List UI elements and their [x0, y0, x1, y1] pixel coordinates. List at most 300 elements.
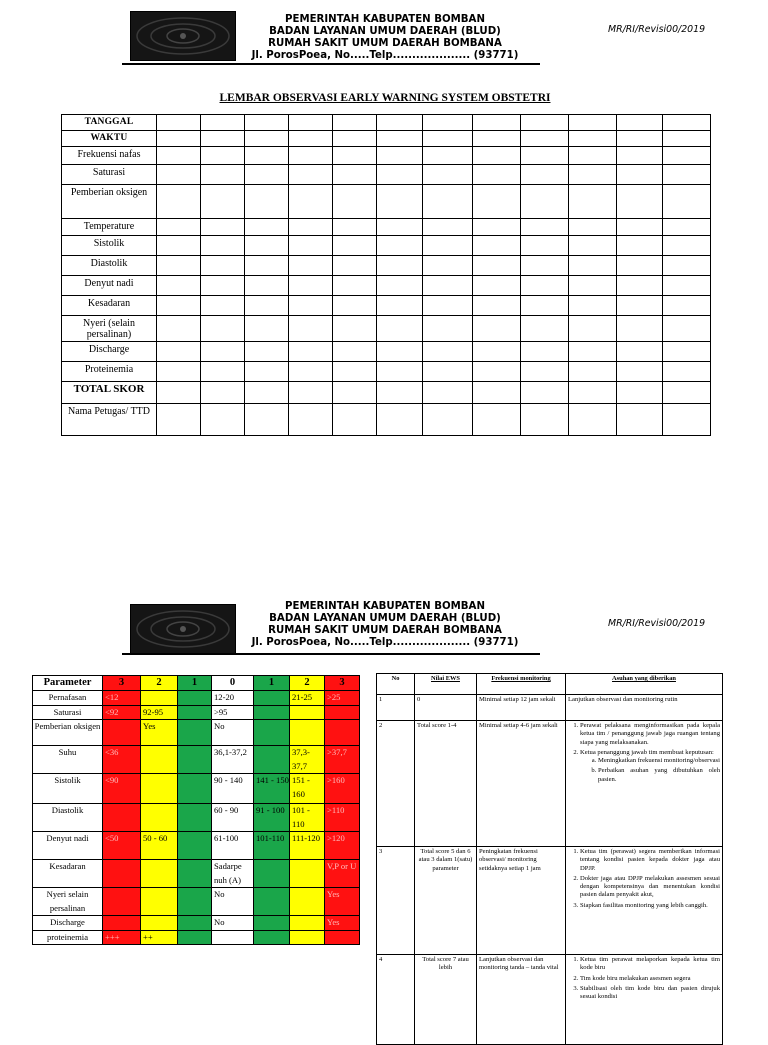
parameter-score-cell: 50 - 60 — [141, 832, 178, 860]
observation-entry-cell[interactable] — [377, 165, 423, 185]
monitoring-header: Frekuensi monitoring — [477, 674, 566, 695]
observation-entry-cell[interactable] — [245, 236, 289, 256]
observation-entry-cell[interactable] — [473, 131, 521, 147]
parameter-score-cell: <92 — [103, 705, 141, 720]
observation-row-label: Denyut nadi — [62, 276, 157, 296]
observation-entry-cell[interactable] — [201, 276, 245, 296]
observation-entry-cell[interactable] — [423, 115, 473, 131]
observation-row — [62, 165, 711, 185]
observation-entry-cell[interactable] — [289, 219, 333, 236]
observation-entry-cell[interactable] — [201, 404, 245, 436]
observation-entry-cell[interactable] — [521, 382, 569, 404]
observation-entry-cell[interactable] — [521, 131, 569, 147]
observation-entry-cell[interactable] — [289, 276, 333, 296]
observation-entry-cell[interactable] — [569, 362, 617, 382]
header-line4: Jl. PorosPoea, No.....Telp.................... (93771) — [251, 637, 519, 648]
observation-entry-cell[interactable] — [377, 404, 423, 436]
observation-row-label: Frekuensi nafas — [62, 147, 157, 165]
observation-entry-cell[interactable] — [333, 316, 377, 342]
observation-entry-cell[interactable] — [377, 131, 423, 147]
observation-entry-cell[interactable] — [157, 404, 201, 436]
observation-entry-cell[interactable] — [569, 404, 617, 436]
parameter-score-cell — [141, 804, 178, 832]
parameter-row — [33, 930, 360, 945]
observation-entry-cell[interactable] — [617, 342, 663, 362]
observation-entry-cell[interactable] — [617, 185, 663, 219]
observation-entry-cell[interactable] — [245, 219, 289, 236]
observation-entry-cell[interactable] — [333, 404, 377, 436]
observation-entry-cell[interactable] — [333, 219, 377, 236]
observation-entry-cell[interactable] — [521, 342, 569, 362]
hospital-logo — [130, 11, 236, 61]
observation-entry-cell[interactable] — [473, 404, 521, 436]
observation-entry-cell[interactable] — [201, 115, 245, 131]
parameter-score-cell — [325, 705, 360, 720]
header-rule — [122, 63, 540, 65]
observation-entry-cell[interactable] — [617, 165, 663, 185]
parameter-score-cell: 111-120 — [290, 832, 325, 860]
monitoring-row — [377, 955, 723, 1045]
observation-entry-cell[interactable] — [617, 256, 663, 276]
observation-entry-cell[interactable] — [569, 342, 617, 362]
parameter-score-cell: 37,3-37,7 — [290, 746, 325, 774]
parameter-header-row — [33, 676, 360, 691]
observation-entry-cell[interactable] — [201, 236, 245, 256]
observation-entry-cell[interactable] — [289, 185, 333, 219]
observation-entry-cell[interactable] — [377, 316, 423, 342]
observation-entry-cell[interactable] — [521, 165, 569, 185]
observation-entry-cell[interactable] — [663, 185, 711, 219]
observation-entry-cell[interactable] — [663, 382, 711, 404]
parameter-row — [33, 860, 360, 888]
parameter-score-cell: No — [212, 888, 254, 916]
observation-entry-cell[interactable] — [157, 296, 201, 316]
observation-entry-cell[interactable] — [617, 296, 663, 316]
observation-row — [62, 342, 711, 362]
parameter-score-cell — [212, 930, 254, 945]
observation-entry-cell[interactable] — [423, 362, 473, 382]
observation-entry-cell[interactable] — [569, 165, 617, 185]
parameter-row — [33, 746, 360, 774]
observation-entry-cell[interactable] — [333, 296, 377, 316]
observation-entry-cell[interactable] — [201, 219, 245, 236]
observation-entry-cell[interactable] — [377, 382, 423, 404]
observation-entry-cell[interactable] — [245, 316, 289, 342]
observation-entry-cell[interactable] — [201, 256, 245, 276]
observation-entry-cell[interactable] — [201, 131, 245, 147]
parameter-label: Denyut nadi — [33, 832, 103, 860]
parameter-score-cell — [254, 930, 290, 945]
observation-entry-cell[interactable] — [289, 342, 333, 362]
observation-entry-cell[interactable] — [157, 316, 201, 342]
observation-entry-cell[interactable] — [201, 342, 245, 362]
care-step — [580, 956, 720, 973]
observation-entry-cell[interactable] — [333, 382, 377, 404]
observation-row-label: TANGGAL — [62, 115, 157, 131]
observation-entry-cell[interactable] — [521, 404, 569, 436]
observation-entry-cell[interactable] — [423, 382, 473, 404]
observation-entry-cell[interactable] — [617, 147, 663, 165]
parameter-score-cell — [178, 930, 212, 945]
observation-entry-cell[interactable] — [423, 342, 473, 362]
observation-entry-cell[interactable] — [423, 256, 473, 276]
observation-entry-cell[interactable] — [377, 342, 423, 362]
parameter-score-cell — [178, 691, 212, 706]
observation-entry-cell[interactable] — [473, 382, 521, 404]
observation-entry-cell[interactable] — [569, 316, 617, 342]
monitoring-ews-cell: Total score 5 dan 6 atau 3 dalam 1(satu) parameter — [415, 847, 477, 955]
observation-entry-cell[interactable] — [569, 382, 617, 404]
observation-row-label: Proteinemia — [62, 362, 157, 382]
parameter-label: proteinemia — [33, 930, 103, 945]
observation-entry-cell[interactable] — [617, 219, 663, 236]
observation-entry-cell[interactable] — [333, 165, 377, 185]
observation-entry-cell[interactable] — [333, 147, 377, 165]
observation-entry-cell[interactable] — [245, 296, 289, 316]
parameter-score-cell: >120 — [325, 832, 360, 860]
observation-entry-cell[interactable] — [617, 276, 663, 296]
observation-entry-cell[interactable] — [423, 404, 473, 436]
observation-entry-cell[interactable] — [201, 382, 245, 404]
observation-entry-cell[interactable] — [663, 115, 711, 131]
observation-entry-cell[interactable] — [423, 185, 473, 219]
observation-entry-cell[interactable] — [157, 147, 201, 165]
monitoring-care-cell: Lanjutkan observasi dan monitoring rutin — [566, 695, 723, 721]
observation-entry-cell[interactable] — [245, 165, 289, 185]
header-line1: PEMERINTAH KABUPATEN BOMBAN — [285, 601, 485, 612]
observation-entry-cell[interactable] — [473, 276, 521, 296]
care-step-text: Tim kode biru melakukan asesmen segera — [580, 974, 691, 982]
score-header: 2 — [141, 676, 178, 691]
parameter-score-cell — [254, 916, 290, 931]
observation-entry-cell[interactable] — [289, 147, 333, 165]
observation-row-label: Kesadaran — [62, 296, 157, 316]
observation-table — [61, 114, 711, 436]
parameter-score-cell: 90 - 140 — [212, 774, 254, 804]
observation-entry-cell[interactable] — [245, 147, 289, 165]
observation-row — [62, 296, 711, 316]
parameter-score-cell: 36,1-37,2 — [212, 746, 254, 774]
parameter-score-cell — [178, 860, 212, 888]
observation-entry-cell[interactable] — [569, 115, 617, 131]
observation-entry-cell[interactable] — [473, 185, 521, 219]
header-block — [250, 14, 520, 62]
observation-entry-cell[interactable] — [201, 147, 245, 165]
observation-entry-cell[interactable] — [289, 382, 333, 404]
observation-entry-cell[interactable] — [201, 296, 245, 316]
observation-entry-cell[interactable] — [289, 131, 333, 147]
score-header: 3 — [325, 676, 360, 691]
monitoring-freq-cell: Peningkatan frekuensi observasi/ monitoring setidaknya setiap 1 jam — [477, 847, 566, 955]
observation-entry-cell[interactable] — [333, 115, 377, 131]
observation-entry-cell[interactable] — [157, 276, 201, 296]
observation-entry-cell[interactable] — [663, 296, 711, 316]
care-step-text: Perawat pelaksana menginformasikan pada kepala ketua tim / penanggung jawab jaga ruangan tentang siapa yang melaksanakan. — [580, 722, 720, 746]
observation-entry-cell[interactable] — [473, 147, 521, 165]
observation-entry-cell[interactable] — [245, 362, 289, 382]
monitoring-header: Nilai EWS — [415, 674, 477, 695]
observation-entry-cell[interactable] — [617, 316, 663, 342]
observation-entry-cell[interactable] — [289, 296, 333, 316]
observation-entry-cell[interactable] — [473, 165, 521, 185]
observation-entry-cell[interactable] — [423, 316, 473, 342]
observation-row — [62, 219, 711, 236]
observation-entry-cell[interactable] — [201, 362, 245, 382]
observation-row-label: Nama Petugas/ TTD — [62, 404, 157, 436]
parameter-label: Pemberian oksigen — [33, 720, 103, 746]
observation-entry-cell[interactable] — [157, 342, 201, 362]
care-step — [580, 848, 720, 873]
parameter-score-cell — [254, 691, 290, 706]
observation-entry-cell[interactable] — [333, 131, 377, 147]
observation-entry-cell[interactable] — [423, 219, 473, 236]
parameter-score-cell: 151 - 160 — [290, 774, 325, 804]
monitoring-ews-cell: Total score 7 atau lebih — [415, 955, 477, 1045]
observation-entry-cell[interactable] — [521, 185, 569, 219]
observation-entry-cell[interactable] — [473, 236, 521, 256]
observation-entry-cell[interactable] — [617, 131, 663, 147]
observation-entry-cell[interactable] — [245, 404, 289, 436]
header-line2: BADAN LAYANAN UMUM DAERAH (BLUD) — [269, 613, 501, 624]
parameter-score-cell: 91 - 100 — [254, 804, 290, 832]
observation-entry-cell[interactable] — [569, 131, 617, 147]
parameter-score-cell — [141, 774, 178, 804]
parameter-score-cell: 141 - 150 — [254, 774, 290, 804]
observation-entry-cell[interactable] — [289, 165, 333, 185]
observation-entry-cell[interactable] — [245, 131, 289, 147]
observation-entry-cell[interactable] — [663, 316, 711, 342]
parameter-score-cell: ++ — [141, 930, 178, 945]
observation-entry-cell[interactable] — [157, 219, 201, 236]
parameter-score-cell: 61-100 — [212, 832, 254, 860]
observation-entry-cell[interactable] — [333, 342, 377, 362]
parameter-score-cell — [178, 804, 212, 832]
observation-row-label: Diastolik — [62, 256, 157, 276]
parameter-score-cell: No — [212, 720, 254, 746]
observation-entry-cell[interactable] — [617, 382, 663, 404]
parameter-score-cell — [103, 888, 141, 916]
observation-entry-cell[interactable] — [289, 236, 333, 256]
parameter-score-cell: 60 - 90 — [212, 804, 254, 832]
observation-entry-cell[interactable] — [289, 316, 333, 342]
care-substep: b. Perbaikan asuhan yang dibutuhkan oleh pasien. — [598, 767, 720, 784]
observation-entry-cell[interactable] — [157, 165, 201, 185]
observation-entry-cell[interactable] — [423, 165, 473, 185]
observation-entry-cell[interactable] — [521, 256, 569, 276]
observation-entry-cell[interactable] — [473, 316, 521, 342]
observation-entry-cell[interactable] — [377, 115, 423, 131]
observation-entry-cell[interactable] — [521, 316, 569, 342]
observation-entry-cell[interactable] — [521, 276, 569, 296]
observation-entry-cell[interactable] — [245, 342, 289, 362]
form-title: LEMBAR OBSERVASI EARLY WARNING SYSTEM OBSTETRI — [219, 92, 551, 104]
observation-entry-cell[interactable] — [663, 165, 711, 185]
parameter-score-cell: <36 — [103, 746, 141, 774]
observation-entry-cell[interactable] — [377, 219, 423, 236]
care-step-text: Stabilisasi oleh tim kode biru dan pasien dirujuk sesuai kondisi — [580, 984, 720, 1001]
observation-entry-cell[interactable] — [569, 236, 617, 256]
observation-entry-cell[interactable] — [289, 362, 333, 382]
care-step — [580, 902, 720, 910]
observation-entry-cell[interactable] — [423, 131, 473, 147]
observation-entry-cell[interactable] — [473, 115, 521, 131]
observation-entry-cell[interactable] — [663, 342, 711, 362]
parameter-score-cell: <12 — [103, 691, 141, 706]
observation-row — [62, 185, 711, 219]
parameter-row — [33, 916, 360, 931]
parameter-score-cell: No — [212, 916, 254, 931]
observation-entry-cell[interactable] — [521, 219, 569, 236]
observation-entry-cell[interactable] — [473, 362, 521, 382]
observation-entry-cell[interactable] — [377, 185, 423, 219]
observation-entry-cell[interactable] — [201, 185, 245, 219]
parameter-score-cell — [103, 860, 141, 888]
observation-entry-cell[interactable] — [663, 404, 711, 436]
observation-entry-cell[interactable] — [157, 185, 201, 219]
observation-entry-cell[interactable] — [521, 236, 569, 256]
observation-row — [62, 131, 711, 147]
observation-entry-cell[interactable] — [201, 165, 245, 185]
care-step — [580, 722, 720, 747]
parameter-score-cell — [178, 774, 212, 804]
monitoring-header: Asuhan yang diberikan — [566, 674, 723, 695]
ews-monitoring-table — [376, 673, 723, 1045]
observation-entry-cell[interactable] — [521, 115, 569, 131]
observation-entry-cell[interactable] — [569, 256, 617, 276]
observation-entry-cell[interactable] — [157, 236, 201, 256]
parameter-label: Sistolik — [33, 774, 103, 804]
monitoring-no-cell: 1 — [377, 695, 415, 721]
observation-entry-cell[interactable] — [663, 219, 711, 236]
observation-entry-cell[interactable] — [245, 276, 289, 296]
observation-entry-cell[interactable] — [377, 296, 423, 316]
doc-reference-2: MR/RI/Revisi00/2019 — [608, 618, 706, 629]
observation-entry-cell[interactable] — [473, 219, 521, 236]
care-step-text: Ketua tim perawat melaporkan kepada ketua tim kode biru — [580, 956, 720, 972]
observation-row — [62, 115, 711, 131]
observation-entry-cell[interactable] — [333, 185, 377, 219]
observation-entry-cell[interactable] — [157, 131, 201, 147]
parameter-score-cell — [141, 746, 178, 774]
observation-entry-cell[interactable] — [473, 256, 521, 276]
observation-row — [62, 404, 711, 436]
parameter-label: Pernafasan — [33, 691, 103, 706]
observation-entry-cell[interactable] — [423, 147, 473, 165]
monitoring-care-cell — [566, 721, 723, 847]
parameter-score-cell — [103, 804, 141, 832]
monitoring-row — [377, 847, 723, 955]
parameter-score-cell: +++ — [103, 930, 141, 945]
observation-entry-cell[interactable] — [521, 362, 569, 382]
observation-entry-cell[interactable] — [617, 236, 663, 256]
observation-entry-cell[interactable] — [423, 236, 473, 256]
observation-entry-cell[interactable] — [663, 362, 711, 382]
parameter-score-cell: Sadarpe nuh (A) — [212, 860, 254, 888]
observation-entry-cell[interactable] — [617, 404, 663, 436]
observation-entry-cell[interactable] — [245, 185, 289, 219]
parameter-score-cell: >110 — [325, 804, 360, 832]
score-header: 3 — [103, 676, 141, 691]
care-step — [580, 985, 720, 1002]
observation-entry-cell[interactable] — [333, 362, 377, 382]
observation-entry-cell[interactable] — [663, 276, 711, 296]
observation-entry-cell[interactable] — [473, 342, 521, 362]
observation-entry-cell[interactable] — [289, 404, 333, 436]
observation-entry-cell[interactable] — [569, 185, 617, 219]
parameter-header: Parameter — [33, 676, 103, 691]
care-step-text: Siapkan fasilitas monitoring yang lebih canggih. — [580, 901, 708, 909]
score-header: 1 — [178, 676, 212, 691]
observation-entry-cell[interactable] — [377, 236, 423, 256]
header-line2: BADAN LAYANAN UMUM DAERAH (BLUD) — [269, 26, 501, 37]
observation-entry-cell[interactable] — [423, 276, 473, 296]
parameter-score-cell — [178, 705, 212, 720]
observation-entry-cell[interactable] — [617, 115, 663, 131]
observation-entry-cell[interactable] — [423, 296, 473, 316]
observation-entry-cell[interactable] — [569, 219, 617, 236]
parameter-score-cell — [290, 860, 325, 888]
parameter-score-cell — [178, 832, 212, 860]
observation-entry-cell[interactable] — [569, 276, 617, 296]
observation-entry-cell[interactable] — [377, 256, 423, 276]
doc-reference: MR/RI/Revisi00/2019 — [608, 24, 706, 35]
care-substeps-list — [580, 757, 720, 784]
observation-entry-cell[interactable] — [569, 296, 617, 316]
parameter-label: Nyeri selain persalinan — [33, 888, 103, 916]
observation-row — [62, 382, 711, 404]
observation-entry-cell[interactable] — [377, 362, 423, 382]
observation-entry-cell[interactable] — [245, 382, 289, 404]
monitoring-row — [377, 721, 723, 847]
header-block-2 — [250, 601, 520, 649]
parameter-score-cell: >95 — [212, 705, 254, 720]
observation-entry-cell[interactable] — [245, 256, 289, 276]
observation-entry-cell[interactable] — [377, 276, 423, 296]
observation-entry-cell[interactable] — [157, 115, 201, 131]
observation-entry-cell[interactable] — [473, 296, 521, 316]
observation-entry-cell[interactable] — [663, 256, 711, 276]
observation-entry-cell[interactable] — [289, 115, 333, 131]
observation-entry-cell[interactable] — [663, 131, 711, 147]
observation-entry-cell[interactable] — [333, 276, 377, 296]
parameter-score-cell: <90 — [103, 774, 141, 804]
observation-entry-cell[interactable] — [333, 236, 377, 256]
parameter-label: Discharge — [33, 916, 103, 931]
observation-entry-cell[interactable] — [521, 296, 569, 316]
score-header: 1 — [254, 676, 290, 691]
header-line1: PEMERINTAH KABUPATEN BOMBAN — [285, 14, 485, 25]
monitoring-header: No — [377, 674, 415, 695]
observation-entry-cell[interactable] — [201, 316, 245, 342]
observation-entry-cell[interactable] — [663, 236, 711, 256]
observation-entry-cell[interactable] — [289, 256, 333, 276]
observation-entry-cell[interactable] — [617, 362, 663, 382]
parameter-score-cell — [325, 720, 360, 746]
observation-entry-cell[interactable] — [333, 256, 377, 276]
observation-entry-cell[interactable] — [521, 147, 569, 165]
observation-entry-cell[interactable] — [569, 147, 617, 165]
observation-entry-cell[interactable] — [245, 115, 289, 131]
observation-entry-cell[interactable] — [157, 362, 201, 382]
observation-entry-cell[interactable] — [157, 382, 201, 404]
parameter-score-cell: 101 - 110 — [290, 804, 325, 832]
observation-entry-cell[interactable] — [663, 147, 711, 165]
observation-row — [62, 236, 711, 256]
observation-entry-cell[interactable] — [157, 256, 201, 276]
observation-entry-cell[interactable] — [377, 147, 423, 165]
parameter-score-cell — [141, 888, 178, 916]
monitoring-freq-cell: Lanjutkan observasi dan monitoring tanda – tanda vital — [477, 955, 566, 1045]
